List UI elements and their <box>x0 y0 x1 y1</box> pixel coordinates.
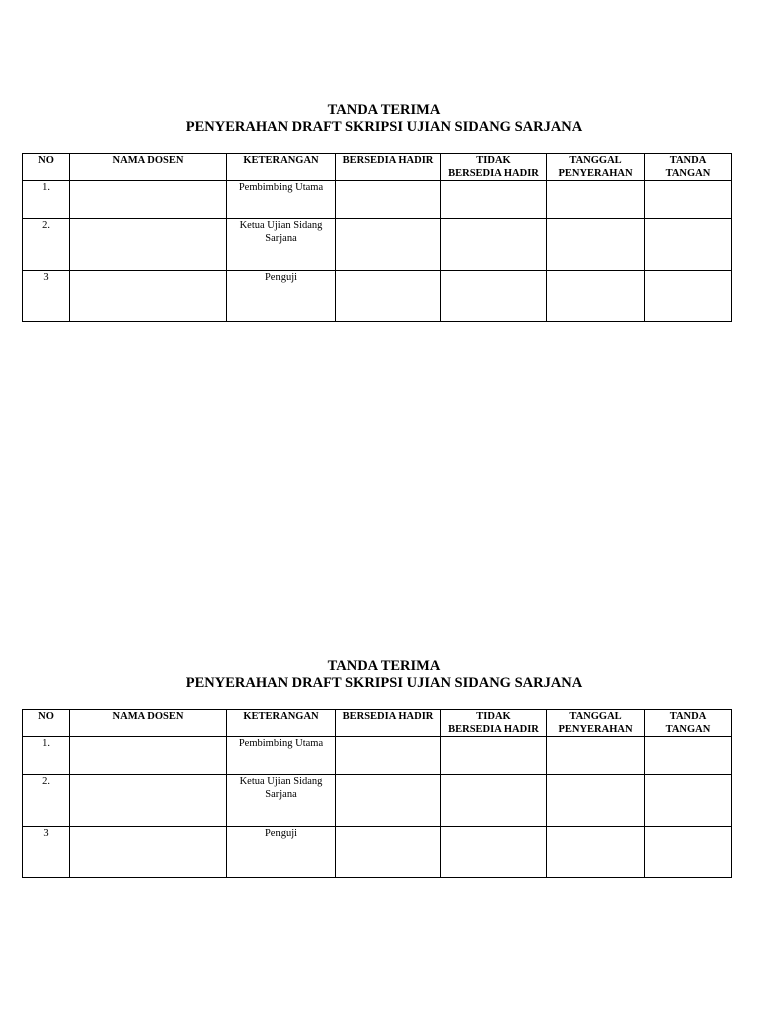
cell-keterangan: Penguji <box>227 827 336 878</box>
header-nama-dosen: NAMA DOSEN <box>70 710 227 737</box>
cell-no: 3 <box>23 827 70 878</box>
title-line-2: PENYERAHAN DRAFT SKRIPSI UJIAN SIDANG SARJANA <box>185 675 583 691</box>
receipt-table <box>22 153 732 322</box>
receipt-form-top <box>0 102 768 283</box>
title-line-2: PENYERAHAN DRAFT SKRIPSI UJIAN SIDANG SARJANA <box>185 119 583 135</box>
cell-tanda-tangan <box>645 219 732 271</box>
cell-no: 2. <box>23 219 70 271</box>
cell-nama-dosen <box>70 271 227 322</box>
table-row <box>23 181 732 219</box>
cell-tidak-bersedia-hadir <box>441 181 547 219</box>
header-tanggal-penyerahan: TANGGAL PENYERAHAN <box>547 710 645 737</box>
cell-tanda-tangan <box>645 271 732 322</box>
table-row <box>23 271 732 322</box>
cell-nama-dosen <box>70 827 227 878</box>
table-row <box>23 219 732 271</box>
header-tanggal-penyerahan: TANGGAL PENYERAHAN <box>547 154 645 181</box>
cell-bersedia-hadir <box>336 271 441 322</box>
cell-tidak-bersedia-hadir <box>441 219 547 271</box>
header-bersedia-hadir: BERSEDIA HADIR <box>336 710 441 737</box>
cell-keterangan: Pembimbing Utama <box>227 737 336 775</box>
cell-nama-dosen <box>70 737 227 775</box>
header-no: NO <box>23 154 70 181</box>
cell-no: 3 <box>23 271 70 322</box>
cell-tanda-tangan <box>645 737 732 775</box>
header-keterangan: KETERANGAN <box>227 154 336 181</box>
table-row <box>23 827 732 878</box>
table-header-row <box>23 710 732 737</box>
table-header-row <box>23 154 732 181</box>
cell-tanggal-penyerahan <box>547 737 645 775</box>
cell-tanggal-penyerahan <box>547 775 645 827</box>
cell-nama-dosen <box>70 219 227 271</box>
header-tidak-bersedia-hadir: TIDAK BERSEDIA HADIR <box>441 710 547 737</box>
cell-tanggal-penyerahan <box>547 271 645 322</box>
cell-bersedia-hadir <box>336 737 441 775</box>
cell-keterangan: Ketua Ujian Sidang Sarjana <box>227 219 336 271</box>
cell-tanda-tangan <box>645 827 732 878</box>
cell-tanggal-penyerahan <box>547 181 645 219</box>
cell-no: 2. <box>23 775 70 827</box>
form-title <box>0 658 768 692</box>
cell-nama-dosen <box>70 181 227 219</box>
cell-keterangan: Penguji <box>227 271 336 322</box>
cell-bersedia-hadir <box>336 775 441 827</box>
table-row <box>23 775 732 827</box>
title-line-1: TANDA TERIMA <box>327 658 441 674</box>
header-keterangan: KETERANGAN <box>227 710 336 737</box>
header-tanda-tangan: TANDA TANGAN <box>645 710 732 737</box>
cell-no: 1. <box>23 181 70 219</box>
cell-nama-dosen <box>70 775 227 827</box>
receipt-table <box>22 709 732 878</box>
cell-tanggal-penyerahan <box>547 219 645 271</box>
header-tidak-bersedia-hadir: TIDAK BERSEDIA HADIR <box>441 154 547 181</box>
cell-tidak-bersedia-hadir <box>441 775 547 827</box>
cell-keterangan: Ketua Ujian Sidang Sarjana <box>227 775 336 827</box>
cell-tanda-tangan <box>645 775 732 827</box>
cell-tidak-bersedia-hadir <box>441 827 547 878</box>
receipt-form-bottom <box>0 658 768 839</box>
cell-bersedia-hadir <box>336 827 441 878</box>
cell-no: 1. <box>23 737 70 775</box>
header-tanda-tangan: TANDA TANGAN <box>645 154 732 181</box>
cell-tidak-bersedia-hadir <box>441 737 547 775</box>
header-no: NO <box>23 710 70 737</box>
cell-bersedia-hadir <box>336 181 441 219</box>
header-nama-dosen: NAMA DOSEN <box>70 154 227 181</box>
table-row <box>23 737 732 775</box>
cell-bersedia-hadir <box>336 219 441 271</box>
cell-tanggal-penyerahan <box>547 827 645 878</box>
cell-tidak-bersedia-hadir <box>441 271 547 322</box>
cell-tanda-tangan <box>645 181 732 219</box>
title-line-1: TANDA TERIMA <box>327 102 441 118</box>
cell-keterangan: Pembimbing Utama <box>227 181 336 219</box>
header-bersedia-hadir: BERSEDIA HADIR <box>336 154 441 181</box>
form-title <box>0 102 768 136</box>
